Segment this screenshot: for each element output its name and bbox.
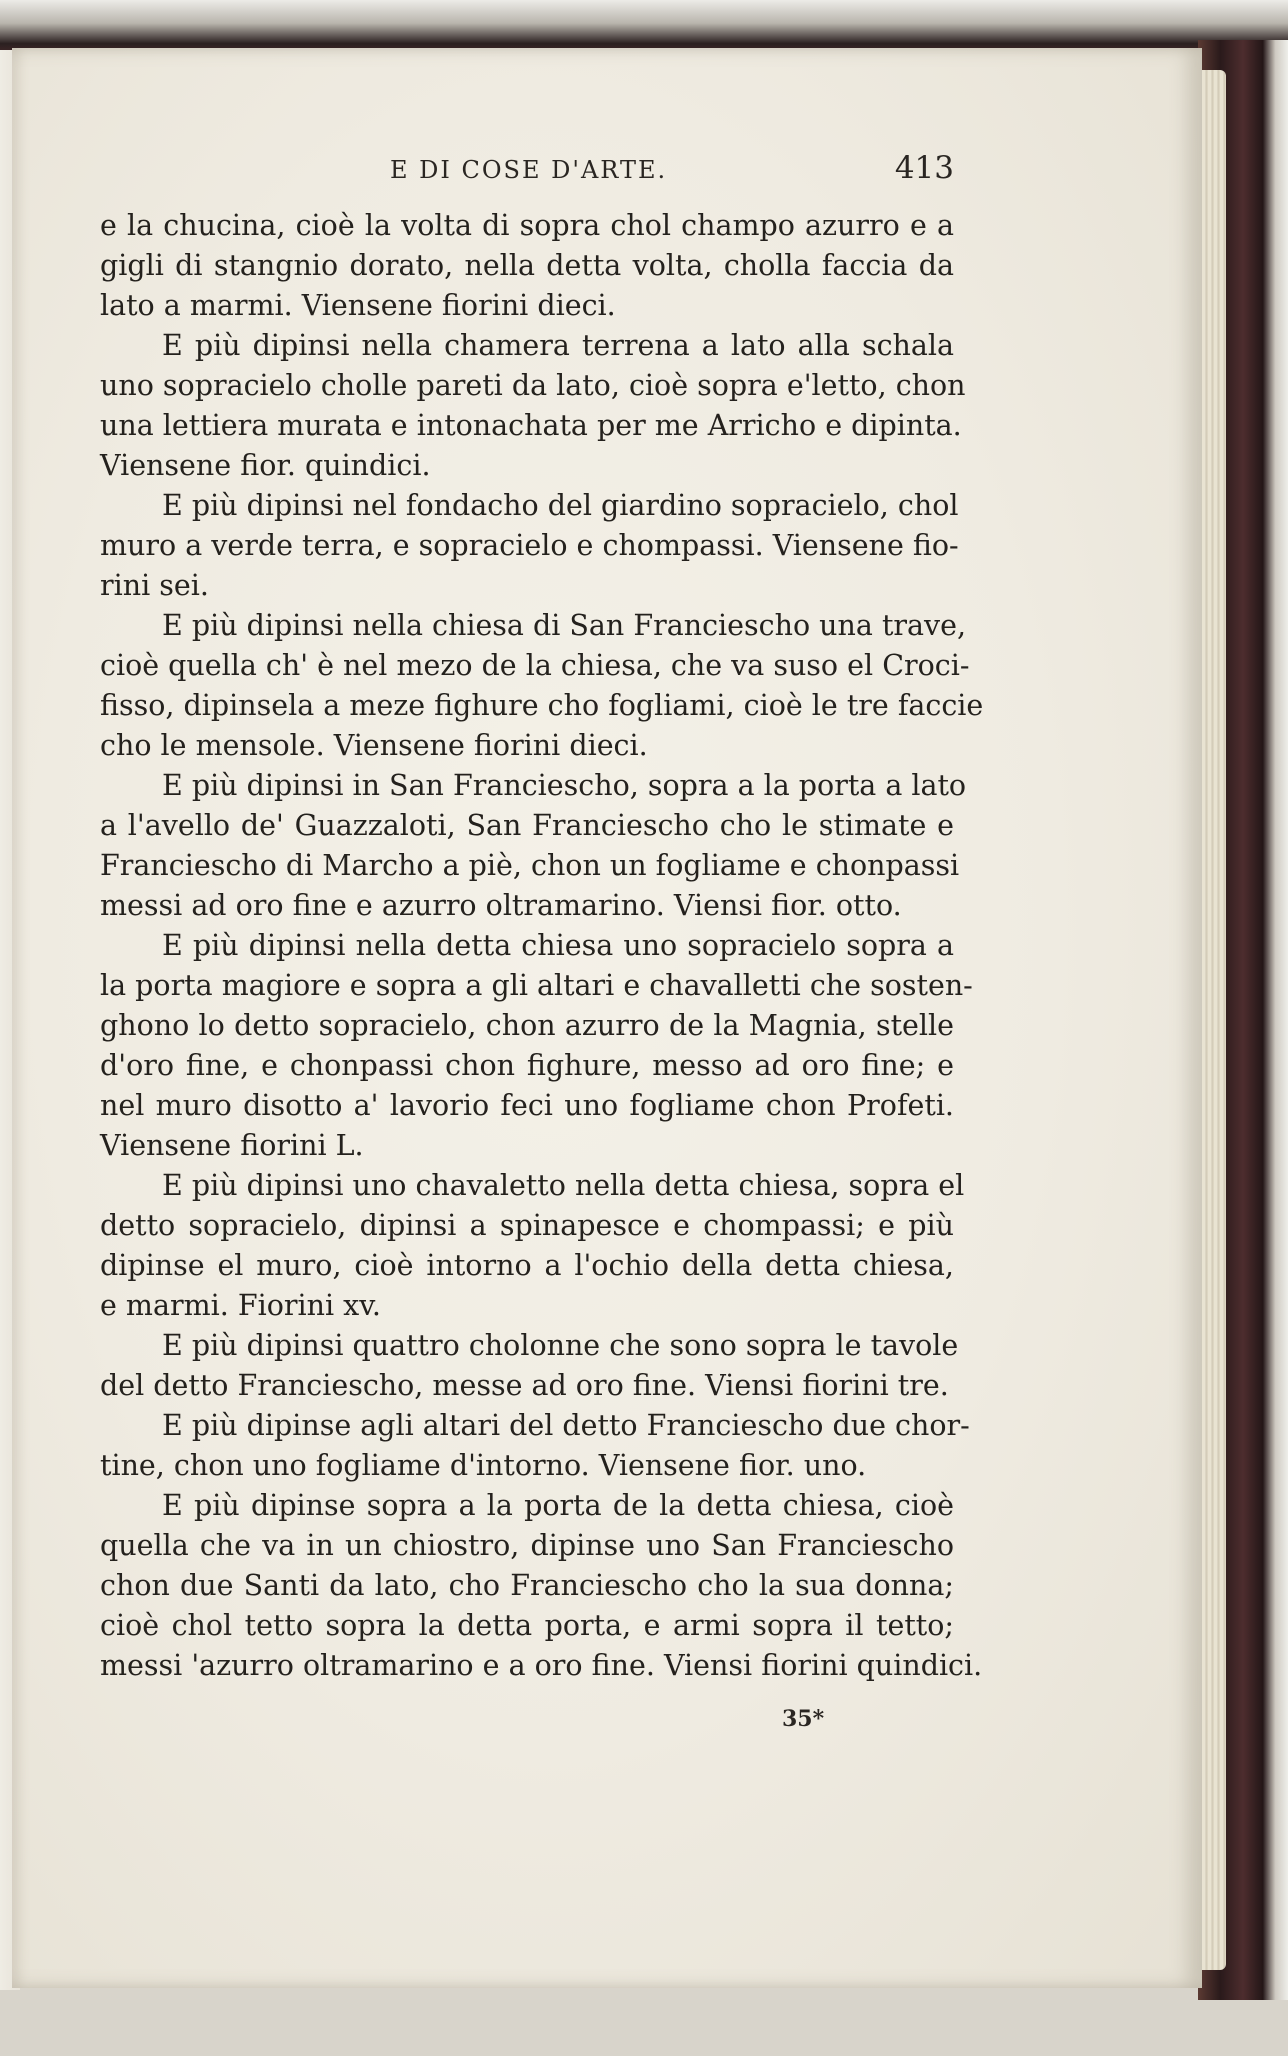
text-line: Viensene fior. quindici. [100, 449, 431, 482]
text-line: muro a verde terra, e sopracielo e chompassi. Viensene fio- [100, 529, 959, 562]
text-line: E più dipinsi quattro cholonne che sono sopra le tavole [162, 1329, 959, 1362]
text-line: lato a marmi. Viensene fiorini dieci. [100, 289, 616, 322]
text-line: a l'avello de' Guazzaloti, San Franciescho cho le stimate e [100, 809, 954, 842]
text-line: Viensene fiorini L. [100, 1129, 364, 1162]
text-line: tine, chon uno fogliame d'intorno. Viensene fior. uno. [100, 1449, 867, 1482]
text-line: Franciescho di Marcho a piè, chon un fogliame e chonpassi [100, 849, 960, 882]
text-line: cho le mensole. Viensene fiorini dieci. [100, 729, 648, 762]
text-line: E più dipinsi nella chamera terrena a lato alla schala [162, 329, 954, 362]
text-line: messi 'azurro oltramarino e a oro fine. Viensi fiorini quindici. [100, 1649, 983, 1682]
text-line: E più dipinsi nella detta chiesa uno sopracielo sopra a [162, 929, 954, 962]
text-line: e marmi. Fiorini xv. [100, 1289, 381, 1322]
text-line: una lettiera murata e intonachata per me Arricho e dipinta. [100, 409, 962, 442]
text-line: uno sopracielo cholle pareti da lato, cioè sopra e'letto, chon [100, 369, 966, 402]
text-line: chon due Santi da lato, cho Franciescho cho la sua donna; [100, 1569, 954, 1602]
text-line: la porta magiore e sopra a gli altari e chavalletti che sosten- [100, 969, 973, 1002]
text-line: E più dipinse agli altari del detto Franciescho due chor- [162, 1409, 970, 1442]
running-head-title: E DI COSE D'ARTE. [390, 156, 668, 184]
text-line: del detto Franciescho, messe ad oro fine. Viensi fiorini tre. [100, 1369, 949, 1402]
text-line: cioè chol tetto sopra la detta porta, e armi sopra il tetto; [100, 1609, 954, 1642]
text-line: quella che va in un chiostro, dipinse uno San Franciescho [100, 1529, 954, 1562]
text-line: E più dipinsi in San Franciescho, sopra a la porta a lato [162, 769, 967, 802]
text-line: E più dipinse sopra a la porta de la detta chiesa, cioè [162, 1489, 954, 1522]
text-line: ghono lo detto sopracielo, chon azurro de la Magnia, stelle [100, 1009, 954, 1042]
text-line: fisso, dipinsela a meze fighure cho fogliami, cioè le tre faccie [100, 689, 984, 722]
text-line: e la chucina, cioè la volta di sopra chol champo azurro e a [100, 209, 954, 242]
text-line: gigli di stangnio dorato, nella detta volta, cholla faccia da [100, 249, 954, 282]
text-line: detto sopracielo, dipinsi a spinapesce e chompassi; e più [100, 1209, 954, 1242]
body-text [100, 206, 984, 1686]
running-head [100, 150, 954, 190]
text-line: d'oro fine, e chonpassi chon fighure, messo ad oro fine; e [100, 1049, 954, 1082]
text-line: dipinse el muro, cioè intorno a l'ochio della detta chiesa, [100, 1249, 954, 1282]
signature-mark: 35* [782, 1706, 825, 1732]
text-line: cioè quella ch' è nel mezo de la chiesa, che va suso el Croci- [100, 649, 970, 682]
text-line: messi ad oro fine e azurro oltramarino. Viensi fior. otto. [100, 889, 902, 922]
text-line: E più dipinsi nel fondacho del giardino sopracielo, chol [162, 489, 959, 522]
page-number: 413 [894, 150, 954, 186]
text-line: E più dipinsi nella chiesa di San Franciescho una trave, [162, 609, 967, 642]
text-line: nel muro disotto a' lavorio feci uno fogliame chon Profeti. [100, 1089, 954, 1122]
text-line: E più dipinsi uno chavaletto nella detta chiesa, sopra el [162, 1169, 965, 1202]
text-line: rini sei. [100, 569, 209, 602]
